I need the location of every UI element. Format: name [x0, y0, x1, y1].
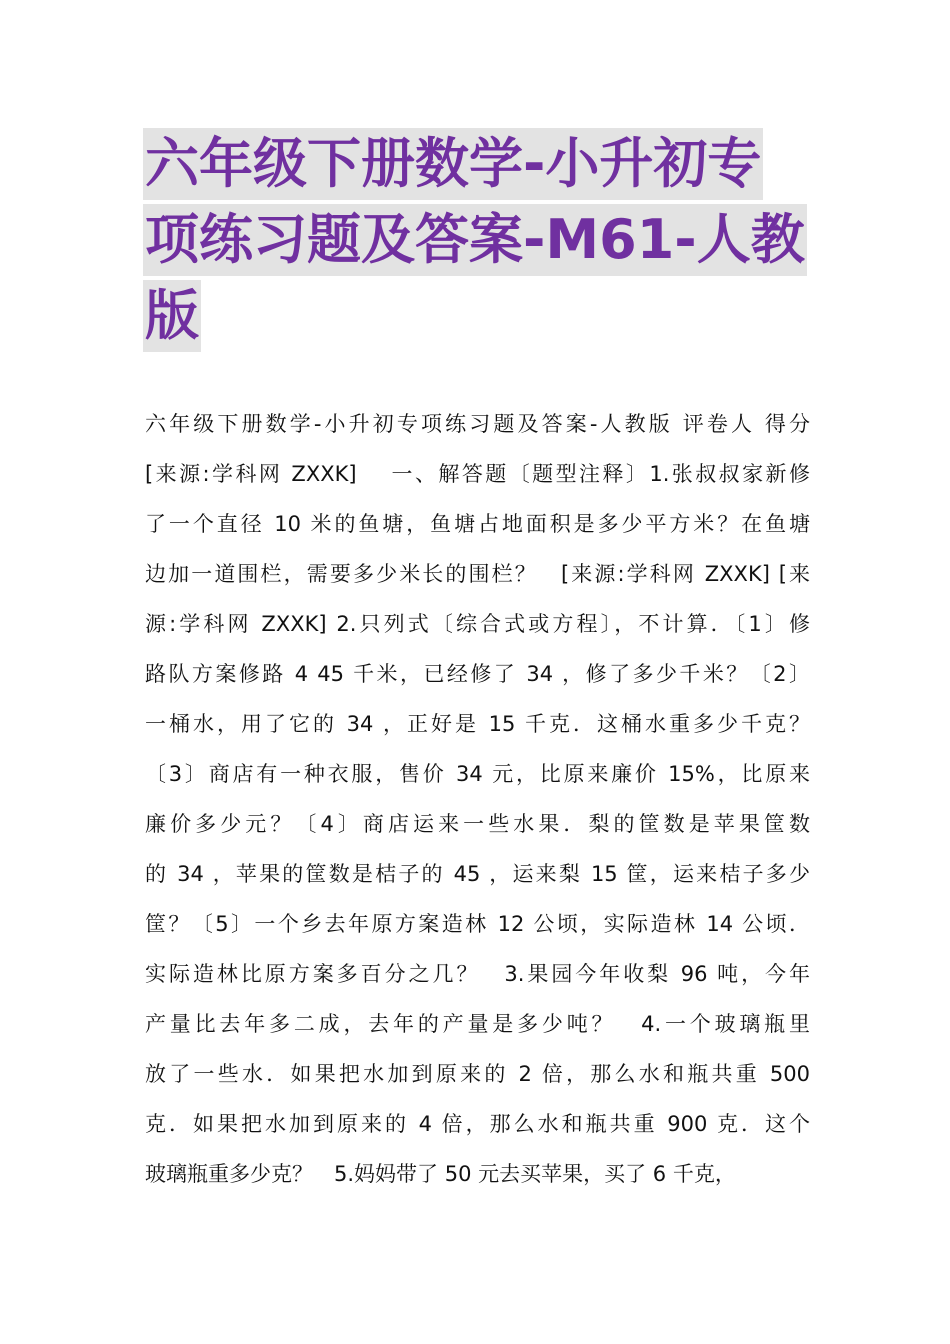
body-line-13: 产量比去年多二成，去年的产量是多少吨？ 4.一个玻璃瓶里	[145, 1012, 810, 1036]
body-line-4: 边加一道围栏，需要多少米长的围栏？ [来源:学科网 ZXXK] [来	[145, 562, 810, 586]
body-line-8: 〔3〕商店有一种衣服，售价 34 元，比原来廉价 15%，比原来	[145, 762, 810, 786]
title-line-3: 版	[143, 280, 201, 352]
body-line-3: 了一个直径 10 米的鱼塘，鱼塘占地面积是多少平方米？在鱼塘	[145, 512, 810, 536]
body-line-9: 廉价多少元？〔4〕商店运来一些水果．梨的筐数是苹果筐数	[145, 812, 810, 836]
title-line-2: 项练习题及答案-M61-人教	[143, 204, 807, 276]
body-line-5: 源:学科网 ZXXK] 2.只列式〔综合式或方程〕，不计算．〔1〕修	[145, 612, 810, 636]
document-body	[145, 399, 810, 1199]
body-line-1: 六年级下册数学-小升初专项练习题及答案-人教版 评卷人 得分	[145, 412, 810, 436]
document-title	[143, 128, 811, 356]
body-line-7: 一桶水，用了它的 34 ，正好是 15 千克．这桶水重多少千克？	[145, 712, 810, 736]
body-line-2: [来源:学科网 ZXXK] 一、解答题〔题型注释〕1.张叔叔家新修	[145, 462, 810, 486]
body-line-14: 放了一些水．如果把水加到原来的 2 倍，那么水和瓶共重 500	[145, 1062, 810, 1086]
body-line-12: 实际造林比原方案多百分之几？ 3.果园今年收梨 96 吨，今年	[145, 962, 810, 986]
body-line-11: 筐？〔5〕一个乡去年原方案造林 12 公顷，实际造林 14 公顷．	[145, 912, 810, 936]
title-line-1: 六年级下册数学-小升初专	[143, 128, 763, 200]
body-line-10: 的 34 ，苹果的筐数是桔子的 45 ，运来梨 15 筐，运来桔子多少	[145, 862, 810, 886]
body-line-16: 玻璃瓶重多少克？ 5.妈妈带了 50 元去买苹果，买了 6 千克，	[145, 1162, 736, 1186]
body-line-6: 路队方案修路 4 45 千米，已经修了 34 ，修了多少千米？〔2〕	[145, 662, 810, 686]
body-line-15: 克．如果把水加到原来的 4 倍，那么水和瓶共重 900 克．这个	[145, 1112, 810, 1136]
